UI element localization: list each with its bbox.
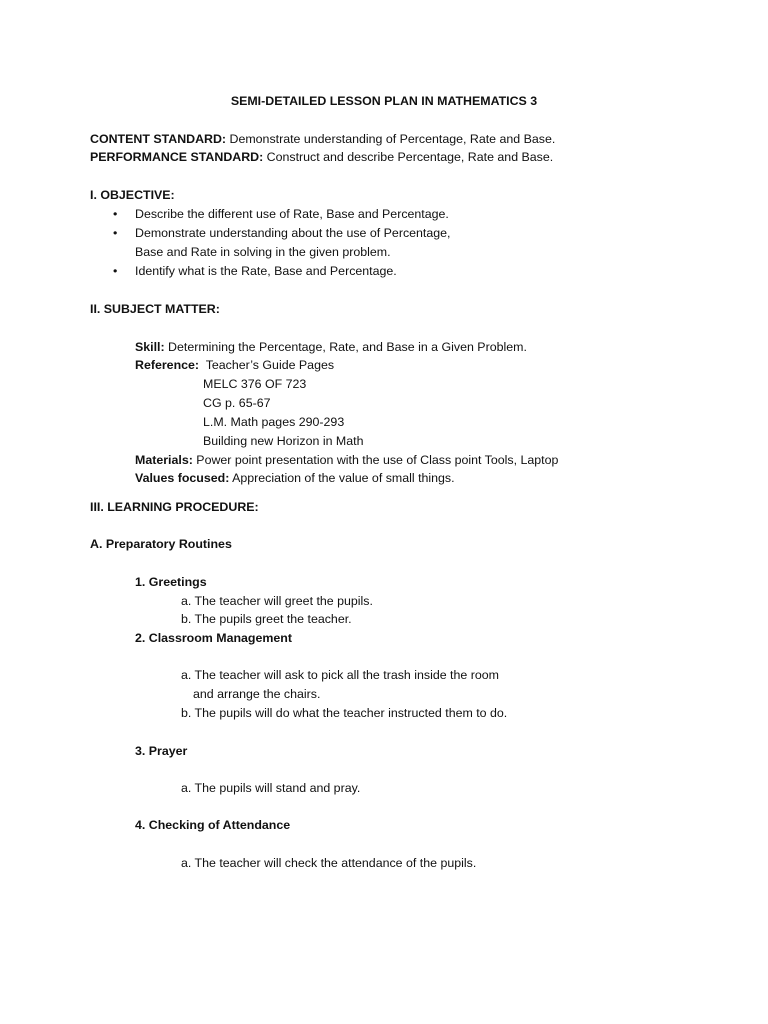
document-title: SEMI-DETAILED LESSON PLAN IN MATHEMATICS 3 [230, 94, 538, 108]
greetings-item: b. The pupils greet the teacher. [181, 612, 352, 626]
management-item: b. The pupils will do what the teacher instructed them to do. [181, 706, 508, 720]
management-item-continuation: and arrange the chairs. [193, 687, 321, 701]
attendance-heading: 4. Checking of Attendance [135, 818, 291, 832]
materials-line [135, 453, 558, 468]
values-label: Values focused: [135, 471, 230, 485]
greetings-item: a. The teacher will greet the pupils. [181, 594, 373, 608]
values-line [135, 471, 455, 486]
reference-label: Reference: [135, 358, 200, 372]
content-standard-label: CONTENT STANDARD: [90, 132, 227, 146]
skill-line [135, 340, 527, 355]
skill-text: Determining the Percentage, Rate, and Base in a Given Problem. [164, 340, 527, 354]
content-standard-text: Demonstrate understanding of Percentage, Rate and Base. [226, 132, 556, 146]
skill-label: Skill: [135, 340, 165, 354]
content-standard [90, 132, 555, 147]
bullet-icon: • [113, 264, 118, 278]
reference-line [135, 358, 334, 373]
greetings-heading: 1. Greetings [135, 575, 207, 589]
reference-first: Teacher’s Guide Pages [199, 358, 335, 372]
classroom-management-heading: 2. Classroom Management [135, 631, 292, 645]
objective-item-text: Describe the different use of Rate, Base and Percentage. [135, 207, 449, 221]
performance-standard-text: Construct and describe Percentage, Rate and Base. [263, 150, 554, 164]
prayer-heading: 3. Prayer [135, 744, 188, 758]
objective-item-text: Demonstrate understanding about the use of Percentage, [135, 226, 451, 240]
reference-item: CG p. 65-67 [203, 396, 271, 410]
reference-item: L.M. Math pages 290-293 [203, 415, 345, 429]
prayer-item: a. The pupils will stand and pray. [181, 781, 361, 795]
reference-item: MELC 376 OF 723 [203, 377, 307, 391]
preparatory-routines-heading: A. Preparatory Routines [90, 537, 232, 551]
performance-standard [90, 150, 553, 165]
bullet-icon: • [113, 226, 118, 240]
objective-heading: I. OBJECTIVE: [90, 188, 175, 202]
materials-text: Power point presentation with the use of Class point Tools, Laptop [192, 453, 559, 467]
performance-standard-label: PERFORMANCE STANDARD: [90, 150, 264, 164]
bullet-icon: • [113, 207, 118, 221]
reference-item: Building new Horizon in Math [203, 434, 364, 448]
learning-procedure-heading: III. LEARNING PROCEDURE: [90, 500, 259, 514]
values-text: Appreciation of the value of small things. [229, 471, 455, 485]
objective-item-text: Identify what is the Rate, Base and Percentage. [135, 264, 397, 278]
management-item: a. The teacher will ask to pick all the trash inside the room [181, 668, 499, 682]
materials-label: Materials: [135, 453, 193, 467]
subject-matter-heading: II. SUBJECT MATTER: [90, 302, 220, 316]
objective-item-continuation: Base and Rate in solving in the given problem. [135, 245, 391, 259]
attendance-item: a. The teacher will check the attendance of the pupils. [181, 856, 477, 870]
